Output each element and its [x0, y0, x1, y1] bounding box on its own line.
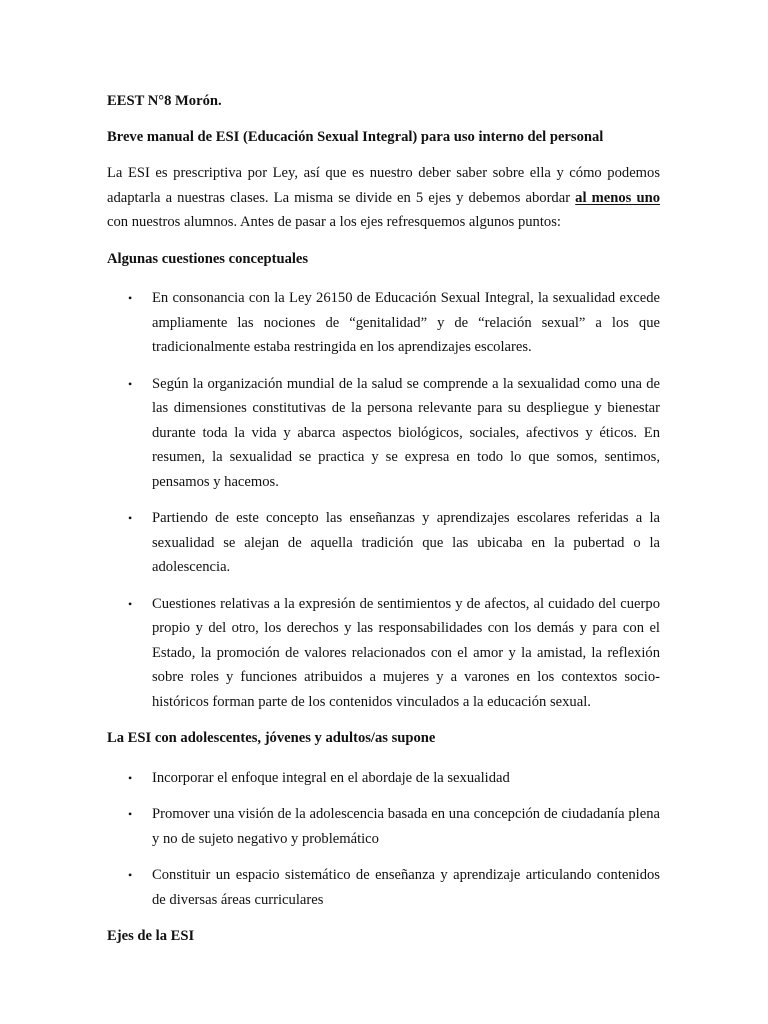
adolescents-list: [107, 766, 660, 913]
section-heading-adolescents: La ESI con adolescentes, jóvenes y adultos/as supone: [107, 730, 436, 746]
document-title: Breve manual de ESI (Educación Sexual Integral) para uso interno del personal: [107, 128, 604, 145]
section-heading-axes: Ejes de la ESI: [107, 928, 195, 944]
list-item: [107, 286, 660, 360]
school-name: EEST N°8 Morón.: [107, 93, 222, 109]
section-heading-conceptual: Algunas cuestiones conceptuales: [107, 250, 309, 267]
list-item: [107, 802, 660, 851]
intro-text-before: La ESI es prescriptiva por Ley, así que es nuestro deber saber sobre ella y cómo podemos adaptarla a nuestras clases. La misma se divide en 5 ejes y debemos abordar: [107, 165, 660, 206]
conceptual-list: [107, 286, 660, 714]
list-item-text: Incorporar el enfoque integral en el abordaje de la sexualidad: [152, 769, 510, 786]
list-item: [107, 592, 660, 715]
bullet-icon: •: [128, 291, 133, 305]
bullet-icon: •: [128, 511, 133, 525]
intro-emphasis: al menos uno: [575, 189, 660, 206]
list-item: [107, 506, 660, 580]
bullet-icon: •: [128, 807, 133, 821]
bullet-icon: •: [128, 376, 133, 391]
bullet-icon: •: [128, 868, 133, 882]
list-item: [107, 863, 660, 912]
list-item-text: Partiendo de este concepto las enseñanzas y aprendizajes escolares referidas a la sexualidad se alejan de aquella tradición que las ubicaba en la pubertad o la adolescencia.: [152, 510, 660, 575]
intro-paragraph: [107, 161, 660, 235]
intro-text-after: con nuestros alumnos. Antes de pasar a los ejes refresquemos algunos puntos:: [107, 214, 561, 230]
list-item: [107, 372, 660, 495]
list-item-text: Cuestiones relativas a la expresión de sentimientos y de afectos, al cuidado del cuerpo propio y del otro, los derechos y las responsabilidades con los demás y para con el Estado, la promoción de valores relacionados con el amor y la amistad, la reflexión sobre roles y funciones atribuidos a mujeres y a varones en los contextos socio- históricos forman parte de los contenidos vinculados a la educación sexual.: [152, 595, 660, 710]
list-item-text: Promover una visión de la adolescencia basada en una concepción de ciudadanía plena y no de sujeto negativo y problemático: [152, 806, 660, 847]
bullet-icon: •: [128, 770, 133, 785]
list-item: [107, 766, 660, 791]
bullet-icon: •: [128, 596, 133, 611]
list-item-text: En consonancia con la Ley 26150 de Educación Sexual Integral, la sexualidad excede ampliamente las nociones de “genitalidad” y de “relación sexual” a los que tradicionalmente estaba restringida en los aprendizajes escolares.: [152, 290, 660, 355]
list-item-text: Constituir un espacio sistemático de enseñanza y aprendizaje articulando contenidos de diversas áreas curriculares: [152, 867, 660, 908]
list-item-text: Según la organización mundial de la salud se comprende a la sexualidad como una de las dimensiones constitutivas de la persona relevante para su despliegue y bienestar durante toda la vida y abarca aspectos biológicos, sociales, afectivos y éticos. En resumen, la sexualidad se practica y se expresa en todo lo que somos, sentimos, pensamos y hacemos.: [152, 375, 660, 490]
